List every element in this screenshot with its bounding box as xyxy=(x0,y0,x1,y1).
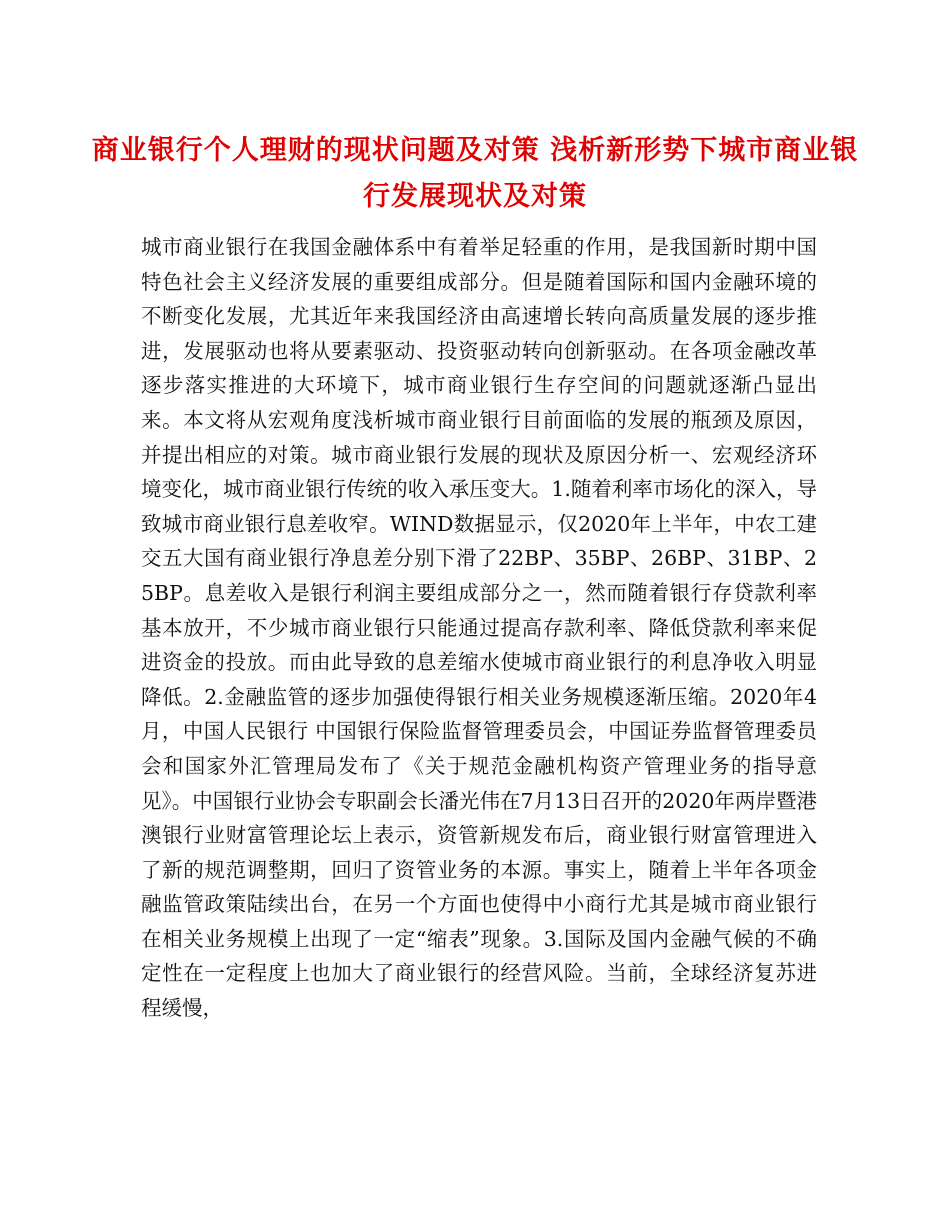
body-paragraph: 城市商业银行在我国金融体系中有着举足轻重的作用，是我国新时期中国特色社会主义经济发展的重要组成部分。但是随着国际和国内金融环境的不断变化发展，尤其近年来我国经济由高速增长转向高质量发展的逐步推进，发展驱动也将从要素驱动、投资驱动转向创新驱动。在各项金融改革逐步落实推进的大环境下，城市商业银行生存空间的问题就逐渐凸显出来。本文将从宏观角度浅析城市商业银行目前面临的发展的瓶颈及原因，并提出相应的对策。城市商业银行发展的现状及原因分析一、宏观经济环境变化，城市商业银行传统的收入承压变大。1.随着利率市场化的深入，导致城市商业银行息差收窄。WIND数据显示，仅2020年上半年，中农工建交五大国有商业银行净息差分别下滑了22BP、35BP、26BP、31BP、25BP。息差收入是银行利润主要组成部分之一，然而随着银行存贷款利率基本放开，不少城市商业银行只能通过提高存款利率、降低贷款利率来促进资金的投放。而由此导致的息差缩水使城市商业银行的利息净收入明显降低。2.金融监管的逐步加强使得银行相关业务规模逐渐压缩。2020年4月，中国人民银行 中国银行保险监督管理委员会，中国证券监督管理委员会和国家外汇管理局发布了《关于规范金融机构资产管理业务的指导意见》。中国银行业协会专职副会长潘光伟在7月13日召开的2020年两岸暨港澳银行业财富管理论坛上表示，资管新规发布后，商业银行财富管理进入了新的规范调整期，回归了资管业务的本源。事实上，随着上半年各项金融监管政策陆续出台，在另一个方面也使得中小商行尤其是城市商业银行在相关业务规模上出现了一定“缩表”现象。3.国际及国内金融气候的不确定性在一定程度上也加大了商业银行的经营风险。当前，全球经济复苏进程缓慢， xyxy=(141,235,817,1021)
document-title: 商业银行个人理财的现状问题及对策 浅析新形势下城市商业银行发展现状及对策 xyxy=(91,135,859,212)
